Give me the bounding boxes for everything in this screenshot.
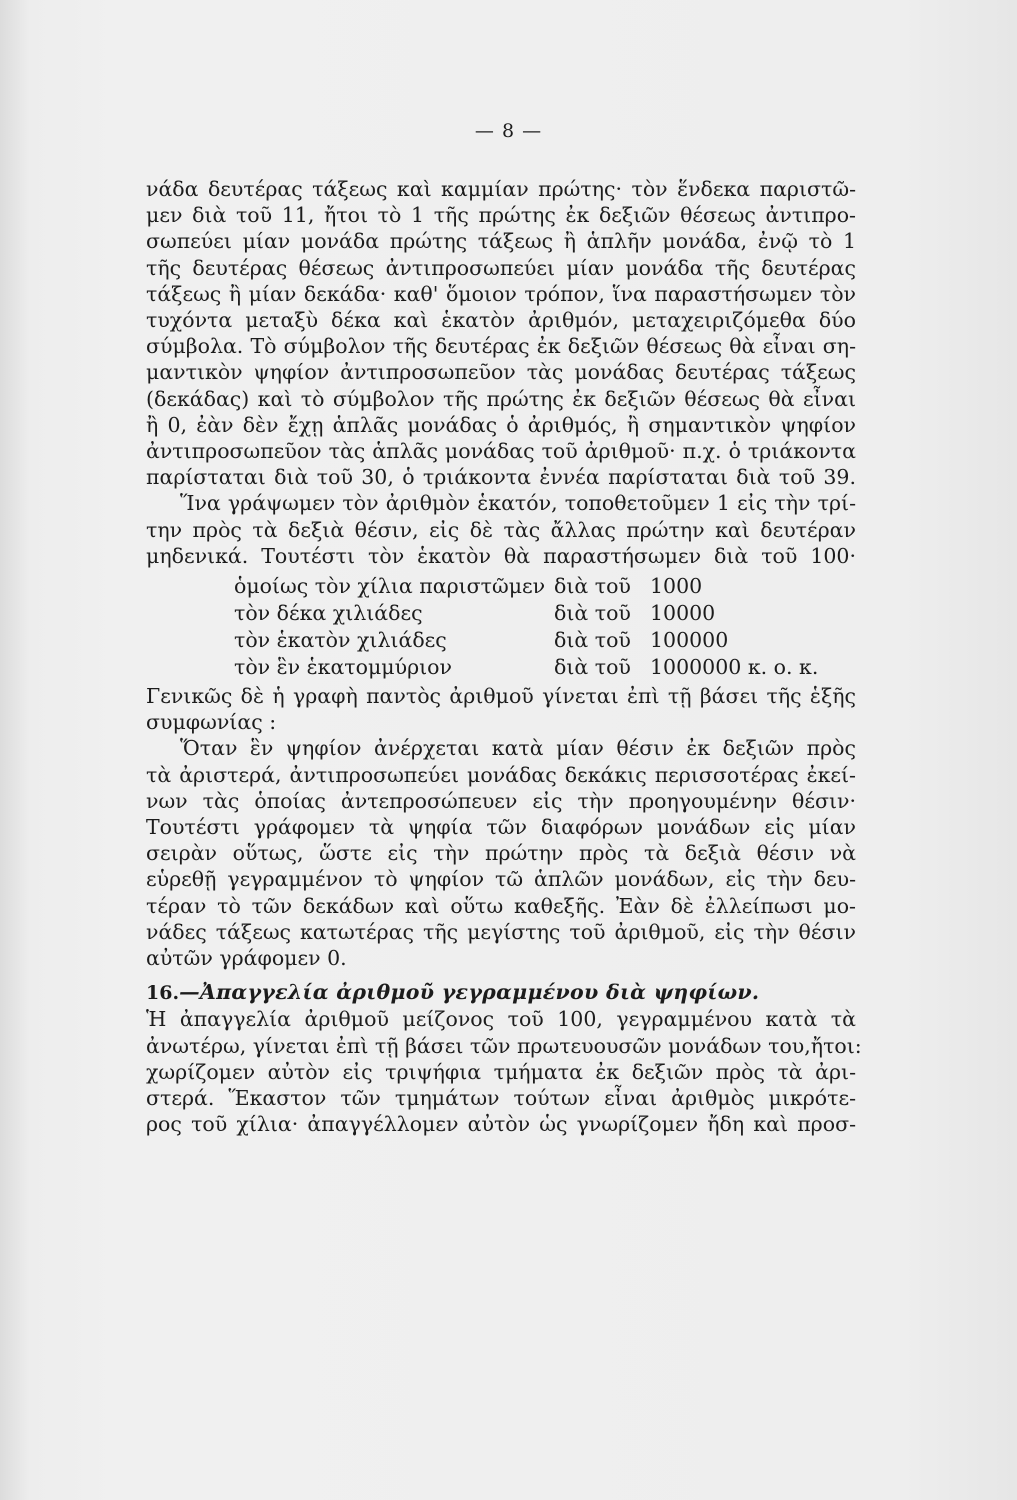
via-label: διὰ τοῦ [554,574,631,599]
text-line: (δεκάδας) καὶ τὸ σύμβολον τῆς πρώτης ἐκ δεξιῶν θέσεως θὰ εἶναι [146,386,856,411]
text-line: σειρὰν οὕτως, ὥστε εἰς τὴν πρώτην πρὸς τὰ δεξιὰ θέσιν νὰ [146,841,856,866]
paragraph-hundred [146,490,856,569]
text-line: τῆς δευτέρας θέσεως ἀντιπροσωπεύει μίαν μονάδα τῆς δευτέρας [146,255,856,280]
text-line: την πρὸς τὰ δεξιὰ θέσιν, εἰς δὲ τὰς ἄλλας πρώτην καὶ δευτέραν [146,517,856,542]
number-words: ὁμοίως τὸν χίλια παριστῶμεν [234,574,546,599]
table-row [146,600,856,627]
table-row [146,573,856,600]
table-row [146,654,856,681]
text-line: συμφωνίας : [146,710,277,735]
number-words: τὸν ἑκατὸν χιλιάδες [234,628,447,653]
text-line: ἀνωτέρω, γίνεται ἐπὶ τῇ βάσει τῶν πρωτευουσῶν μονάδων του,ἤτοι: [146,1033,862,1058]
text-line: νάδες τάξεως κατωτέρας τῆς μεγίστης τοῦ ἀριθμοῦ, εἰς τὴν θέσιν [146,919,856,944]
paragraph-numerals-tens [146,176,856,490]
text-line: ἀντιπροσωπεῦον τὰς ἁπλᾶς μονάδας τοῦ ἀριθμοῦ· π.χ. ὁ τριάκοντα [146,439,856,464]
number-digits: 1000000 κ. ο. κ. [650,655,819,680]
paragraph-positional-rule [146,735,856,971]
text-line: τάξεως ἢ μίαν δεκάδα· καθ' ὅμοιον τρόπον, ἵνα παραστήσωμεν τὸν [146,281,856,306]
text-line: μηδενικά. Τουτέστι τὸν ἑκατὸν θὰ παραστήσωμεν διὰ τοῦ 100· [146,543,856,568]
via-label: διὰ τοῦ [554,601,631,626]
text-line: ρος τοῦ χίλια· ἀπαγγέλλομεν αὐτὸν ὡς γνωρίζομεν ἤδη καὶ προσ- [146,1112,856,1137]
via-label: διὰ τοῦ [554,628,631,653]
text-line: Ἡ ἀπαγγελία ἀριθμοῦ μείζονος τοῦ 100, γεγραμμένου κατὰ τὰ [146,1007,856,1032]
text-line: σωπεύει μίαν μονάδα πρώτης τάξεως ἢ ἁπλῆν μονάδα, ἐνῷ τὸ 1 [146,229,856,254]
paragraph-general-rule [146,683,856,735]
text-line: παρίσταται διὰ τοῦ 30, ὁ τριάκοντα ἐννέα παρίσταται διὰ τοῦ 39. [146,465,856,490]
section-heading [146,979,856,1006]
section-title: —Ἀπαγγελία ἀριθμοῦ γεγραμμένου διὰ ψηφίων. [179,980,760,1005]
text-line: Ἵνα γράψωμεν τὸν ἀριθμὸν ἑκατόν, τοποθετοῦμεν 1 εἰς τὴν τρί- [180,491,856,516]
text-line: νων τὰς ὁποίας ἀντεπροσώπευεν εἰς τὴν προηγουμένην θέσιν· [146,788,856,813]
text-line: τυχόντα μεταξὺ δέκα καὶ ἑκατὸν ἀριθμόν, μεταχειριζόμεθα δύο [146,308,856,333]
text-line: μαντικὸν ψηφίον ἀντιπροσωπεῦον τὰς μονάδας δευτέρας τάξεως [146,360,856,385]
text-line: νάδα δευτέρας τάξεως καὶ καμμίαν πρώτης· τὸν ἕνδεκα παριστῶ- [146,177,856,201]
page-body-text [146,176,862,1138]
section-16 [146,979,862,1137]
text-line: τὰ ἀριστερά, ἀντιπροσωπεύει μονάδας δεκάκις περισσοτέρας ἐκεί- [146,762,856,787]
number-words: τὸν ἓν ἑκατομμύριον [234,655,452,680]
text-line: στερά. Ἕκαστον τῶν τμημάτων τούτων εἶναι ἀριθμὸς μικρότε- [146,1086,856,1111]
text-line: τέραν τὸ τῶν δεκάδων καὶ οὕτω καθεξῆς. Ἐὰν δὲ ἐλλείπωσι μο- [146,893,856,918]
text-line: Ὅταν ἓν ψηφίον ἀνέρχεται κατὰ μίαν θέσιν ἐκ δεξιῶν πρὸς [180,736,856,761]
text-line: αὐτῶν γράφομεν 0. [146,946,347,971]
number-digits: 1000 [650,574,703,599]
number-digits: 10000 [650,601,716,626]
text-line: εὑρεθῇ γεγραμμένον τὸ ψηφίον τῶ ἁπλῶν μονάδων, εἰς τὴν δευ- [146,867,856,892]
text-line: Γενικῶς δὲ ἡ γραφὴ παντὸς ἀριθμοῦ γίνεται ἐπὶ τῇ βάσει τῆς ἑξῆς [146,684,856,709]
text-line: Τουτέστι γράφομεν τὰ ψηφία τῶν διαφόρων μονάδων εἰς μίαν [146,815,856,840]
text-line: ἢ 0, ἐὰν δὲν ἔχῃ ἁπλᾶς μονάδας ὁ ἀριθμός, ἢ σημαντικὸν ψηφίον [146,412,856,437]
text-line: σύμβολα. Τὸ σύμβολον τῆς δευτέρας ἐκ δεξιῶν θέσεως θὰ εἶναι ση- [146,334,856,359]
via-label: διὰ τοῦ [554,655,631,680]
page-number: — 8 — [474,120,543,142]
table-row [146,627,856,654]
number-digits: 100000 [650,628,729,653]
text-line: μεν διὰ τοῦ 11, ἤτοι τὸ 1 τῆς πρώτης ἐκ δεξιῶν θέσεως ἀντιπρο- [146,203,856,228]
section-number: 16. [146,982,180,1005]
number-words: τὸν δέκα χιλιάδες [234,601,423,626]
number-examples-table [146,573,856,681]
text-line: χωρίζομεν αὐτὸν εἰς τριψήφια τμήματα ἐκ δεξιῶν πρὸς τὰ ἀρι- [146,1059,856,1084]
